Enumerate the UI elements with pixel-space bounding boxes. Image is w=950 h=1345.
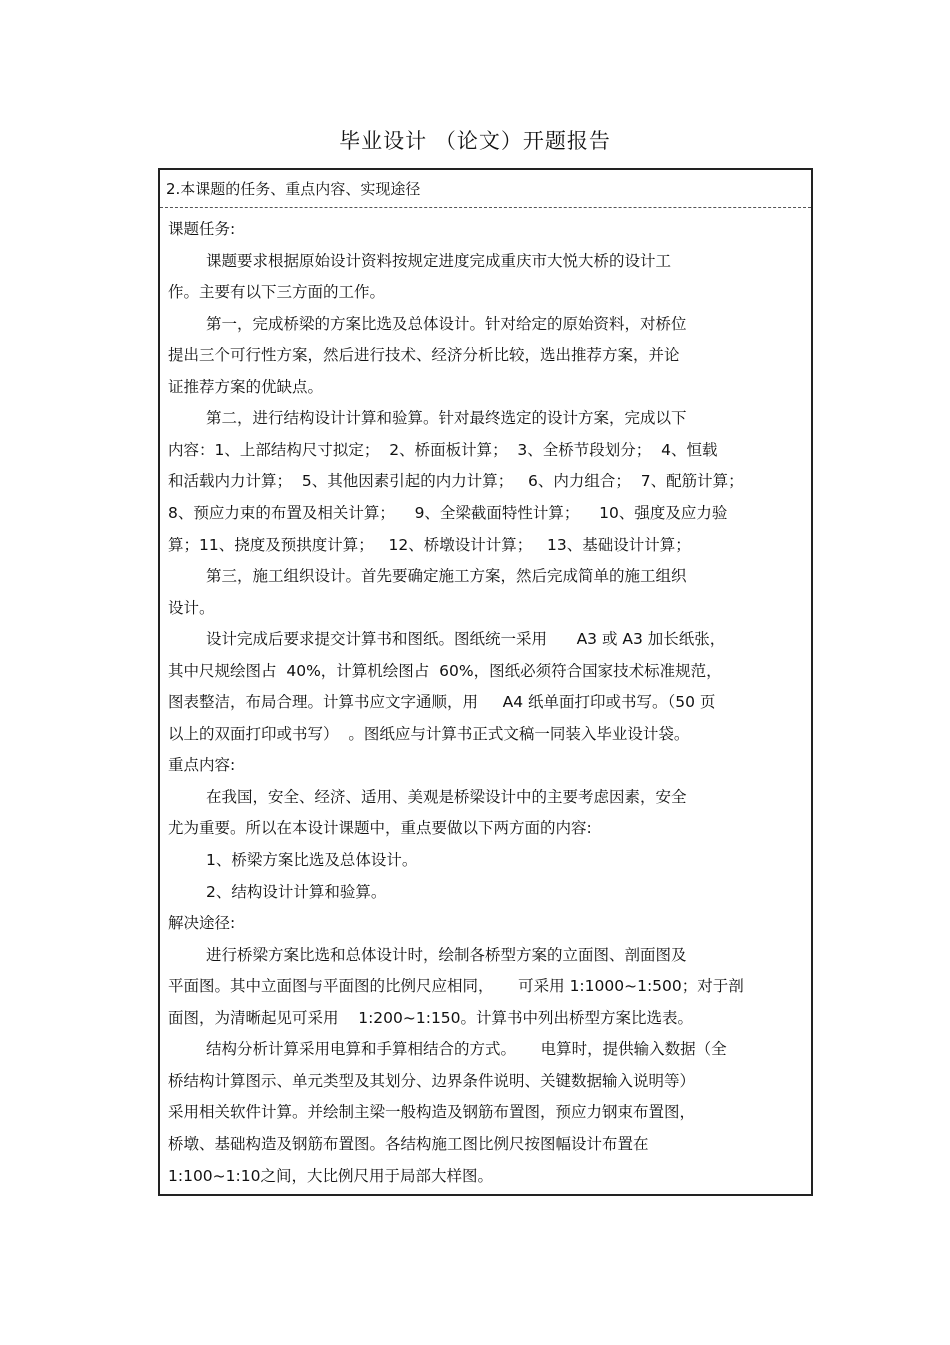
- text-line: 平面图。其中立面图与平面图的比例尺应相同， 可采用 1:1000~1:500；对于剖: [168, 977, 744, 996]
- document-title: 毕业设计 （论文）开题报告: [339, 129, 611, 153]
- text-line: 2、结构设计计算和验算。: [206, 882, 387, 901]
- text-line: 1:100~1:10之间，大比例尺用于局部大样图。: [168, 1166, 493, 1185]
- section-heading: 2.本课题的任务、重点内容、实现途径: [160, 170, 811, 208]
- text-line: 解决途径:: [168, 914, 236, 933]
- text-line: 设计完成后要求提交计算书和图纸。图纸统一采用 A3 或 A3 加长纸张，: [206, 630, 726, 649]
- text-line: 课题要求根据原始设计资料按规定进度完成重庆市大悦大桥的设计工: [206, 251, 672, 270]
- text-line: 算；11、挠度及预拱度计算； 12、桥墩设计计算； 13、基础设计计算；: [168, 535, 691, 554]
- text-line: 进行桥梁方案比选和总体设计时，绘制各桥型方案的立面图、剖面图及: [206, 945, 687, 964]
- text-line: 内容：1、上部结构尺寸拟定； 2、桥面板计算； 3、全桥节段划分； 4、恒载: [168, 440, 718, 459]
- text-line: 课题任务:: [168, 220, 236, 238]
- text-line: 作。主要有以下三方面的工作。: [168, 283, 386, 302]
- text-line: 以上的双面打印或书写） 。图纸应与计算书正式文稿一同装入毕业设计袋。: [168, 724, 690, 743]
- text-line: 结构分析计算采用电算和手算相结合的方式。 电算时，提供输入数据（全: [206, 1040, 727, 1059]
- text-line: 1、桥梁方案比选及总体设计。: [206, 851, 418, 869]
- text-line: 桥结构计算图示、单元类型及其划分、边界条件说明、关键数据输入说明等）: [168, 1071, 696, 1090]
- content-table: [158, 168, 813, 1196]
- text-line: 尤为重要。所以在本设计课题中，重点要做以下两方面的内容:: [168, 819, 592, 838]
- text-line: 桥墩、基础构造及钢筋布置图。各结构施工图比例尺按图幅设计布置在: [168, 1134, 649, 1153]
- text-line: 第三，施工组织设计。首先要确定施工方案，然后完成简单的施工组织: [206, 567, 687, 586]
- text-line: 8、预应力束的布置及相关计算； 9、全梁截面特性计算； 10、强度及应力验: [168, 503, 728, 522]
- text-line: 第一，完成桥梁的方案比选及总体设计。针对给定的原始资料，对桥位: [206, 314, 687, 333]
- text-line: 和活载内力计算； 5、其他因素引起的内力计算； 6、内力组合； 7、配筋计算；: [168, 472, 744, 491]
- text-line: 其中尺规绘图占 40%，计算机绘图占 60%，图纸必须符合国家技术标准规范，: [168, 661, 722, 680]
- text-line: 设计。: [168, 598, 215, 617]
- text-line: 提出三个可行性方案，然后进行技术、经济分析比较，选出推荐方案，并论: [168, 346, 680, 365]
- text-line: 在我国，安全、经济、适用、美观是桥梁设计中的主要考虑因素，安全: [206, 787, 687, 806]
- text-line: 第二，进行结构设计计算和验算。针对最终选定的设计方案，完成以下: [206, 409, 687, 428]
- text-line: 采用相关软件计算。并绘制主梁一般构造及钢筋布置图，预应力钢束布置图，: [168, 1103, 696, 1122]
- text-line: 面图，为清晰起见可采用 1:200~1:150。计算书中列出桥型方案比选表。: [168, 1008, 694, 1027]
- text-line: 证推荐方案的优缺点。: [168, 377, 324, 396]
- text-line: 重点内容:: [168, 756, 236, 775]
- text-line: 图表整洁，布局合理。计算书应文字通顺，用 A4 纸单面打印或书写。（50 页: [168, 693, 716, 712]
